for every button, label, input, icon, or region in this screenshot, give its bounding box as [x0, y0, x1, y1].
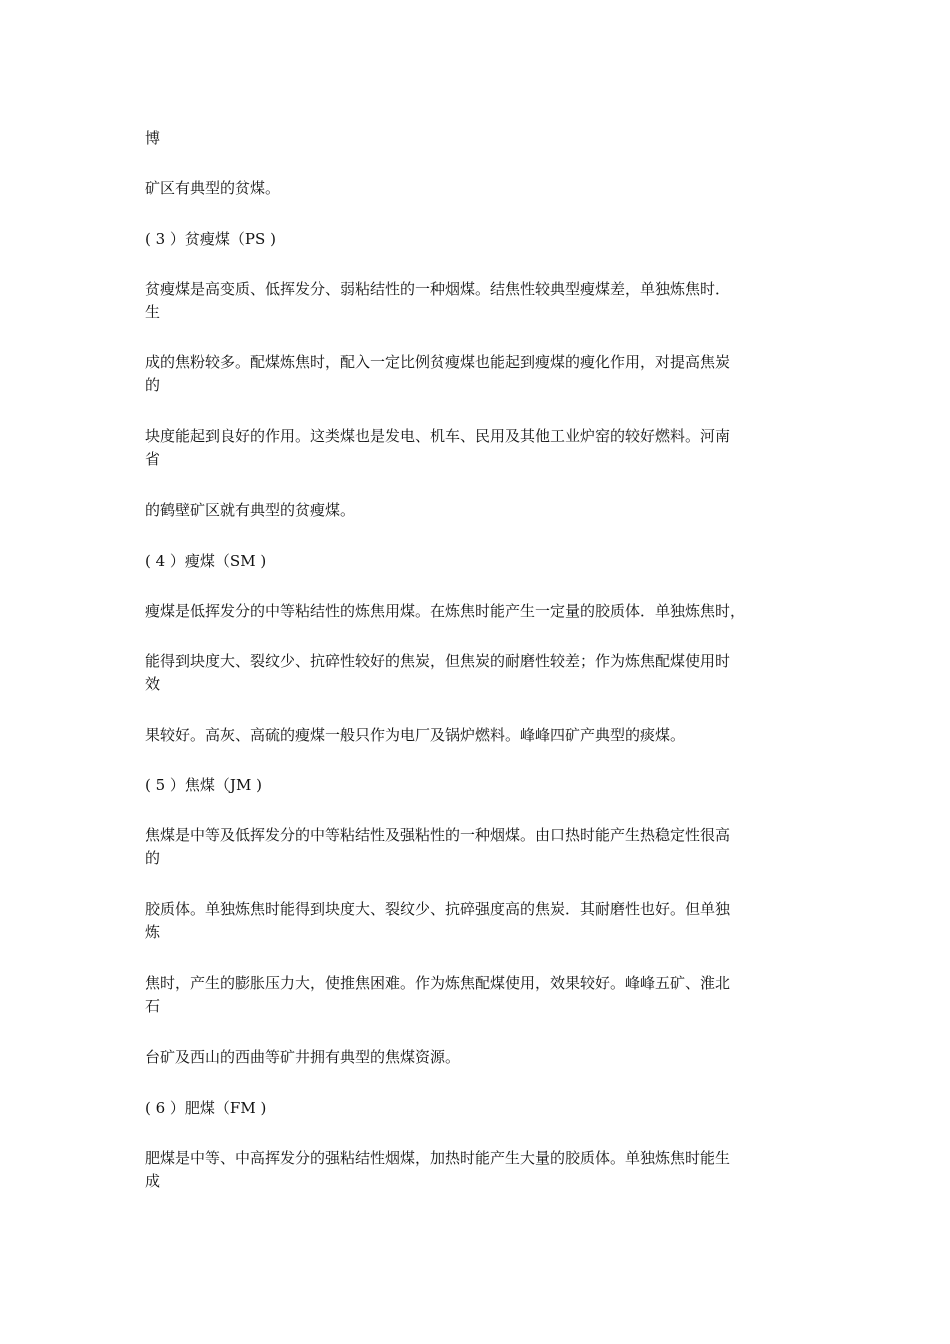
text-line: 能得到块度大、裂纹少、抗碎性较好的焦炭，但焦炭的耐磨性较差；作为炼焦配煤使用时	[145, 652, 731, 670]
section-heading: ( 6 ）肥煤（FM )	[145, 1099, 267, 1117]
text-line: 块度能起到良好的作用。这类煤也是发电、机车、民用及其他工业炉窑的较好燃料。河南	[145, 427, 731, 445]
text-line: 台矿及西山的西曲等矿井拥有典型的焦煤资源。	[145, 1048, 461, 1066]
section-heading: ( 4 ）瘦煤（SM )	[145, 552, 267, 570]
section-heading: ( 5 ）焦煤（JM )	[145, 776, 262, 794]
text-line: 的	[145, 849, 161, 867]
text-line: 石	[145, 997, 161, 1015]
text-line: 生	[145, 303, 161, 321]
text-line: 矿区有典型的贫煤。	[145, 179, 281, 197]
section-heading: ( 3 ）贫瘦煤（PS )	[145, 230, 276, 248]
text-line: 贫瘦煤是高变质、低挥发分、弱粘结性的一种烟煤。结焦性较典型瘦煤差，单独炼焦时．	[145, 280, 731, 298]
text-line: 省	[145, 450, 161, 468]
text-line: 成的焦粉较多。配煤炼焦时，配入一定比例贫瘦煤也能起到瘦煤的瘦化作用，对提高焦炭	[145, 353, 731, 371]
text-line: 博	[145, 129, 161, 147]
text-line: 焦煤是中等及低挥发分的中等粘结性及强粘性的一种烟煤。由口热时能产生热稳定性很高	[145, 826, 731, 844]
text-line: 的	[145, 376, 161, 394]
text-line: 的鹤壁矿区就有典型的贫瘦煤。	[145, 501, 356, 519]
text-line: 果较好。高灰、高硫的瘦煤一般只作为电厂及锅炉燃料。峰峰四矿产典型的痰煤。	[145, 726, 686, 744]
text-line: 瘦煤是低挥发分的中等粘结性的炼焦用煤。在炼焦时能产生一定量的胶质体．单独炼焦时，	[145, 602, 746, 620]
text-line: 炼	[145, 923, 161, 941]
text-line: 效	[145, 675, 161, 693]
text-line: 肥煤是中等、中高挥发分的强粘结性烟煤，加热时能产生大量的胶质体。单独炼焦时能生	[145, 1149, 731, 1167]
text-line: 胶质体。单独炼焦时能得到块度大、裂纹少、抗碎强度高的焦炭．其耐磨性也好。但单独	[145, 900, 731, 918]
text-line: 成	[145, 1172, 161, 1190]
text-line: 焦时，产生的膨胀压力大，使推焦困难。作为炼焦配煤使用，效果较好。峰峰五矿、淮北	[145, 974, 731, 992]
